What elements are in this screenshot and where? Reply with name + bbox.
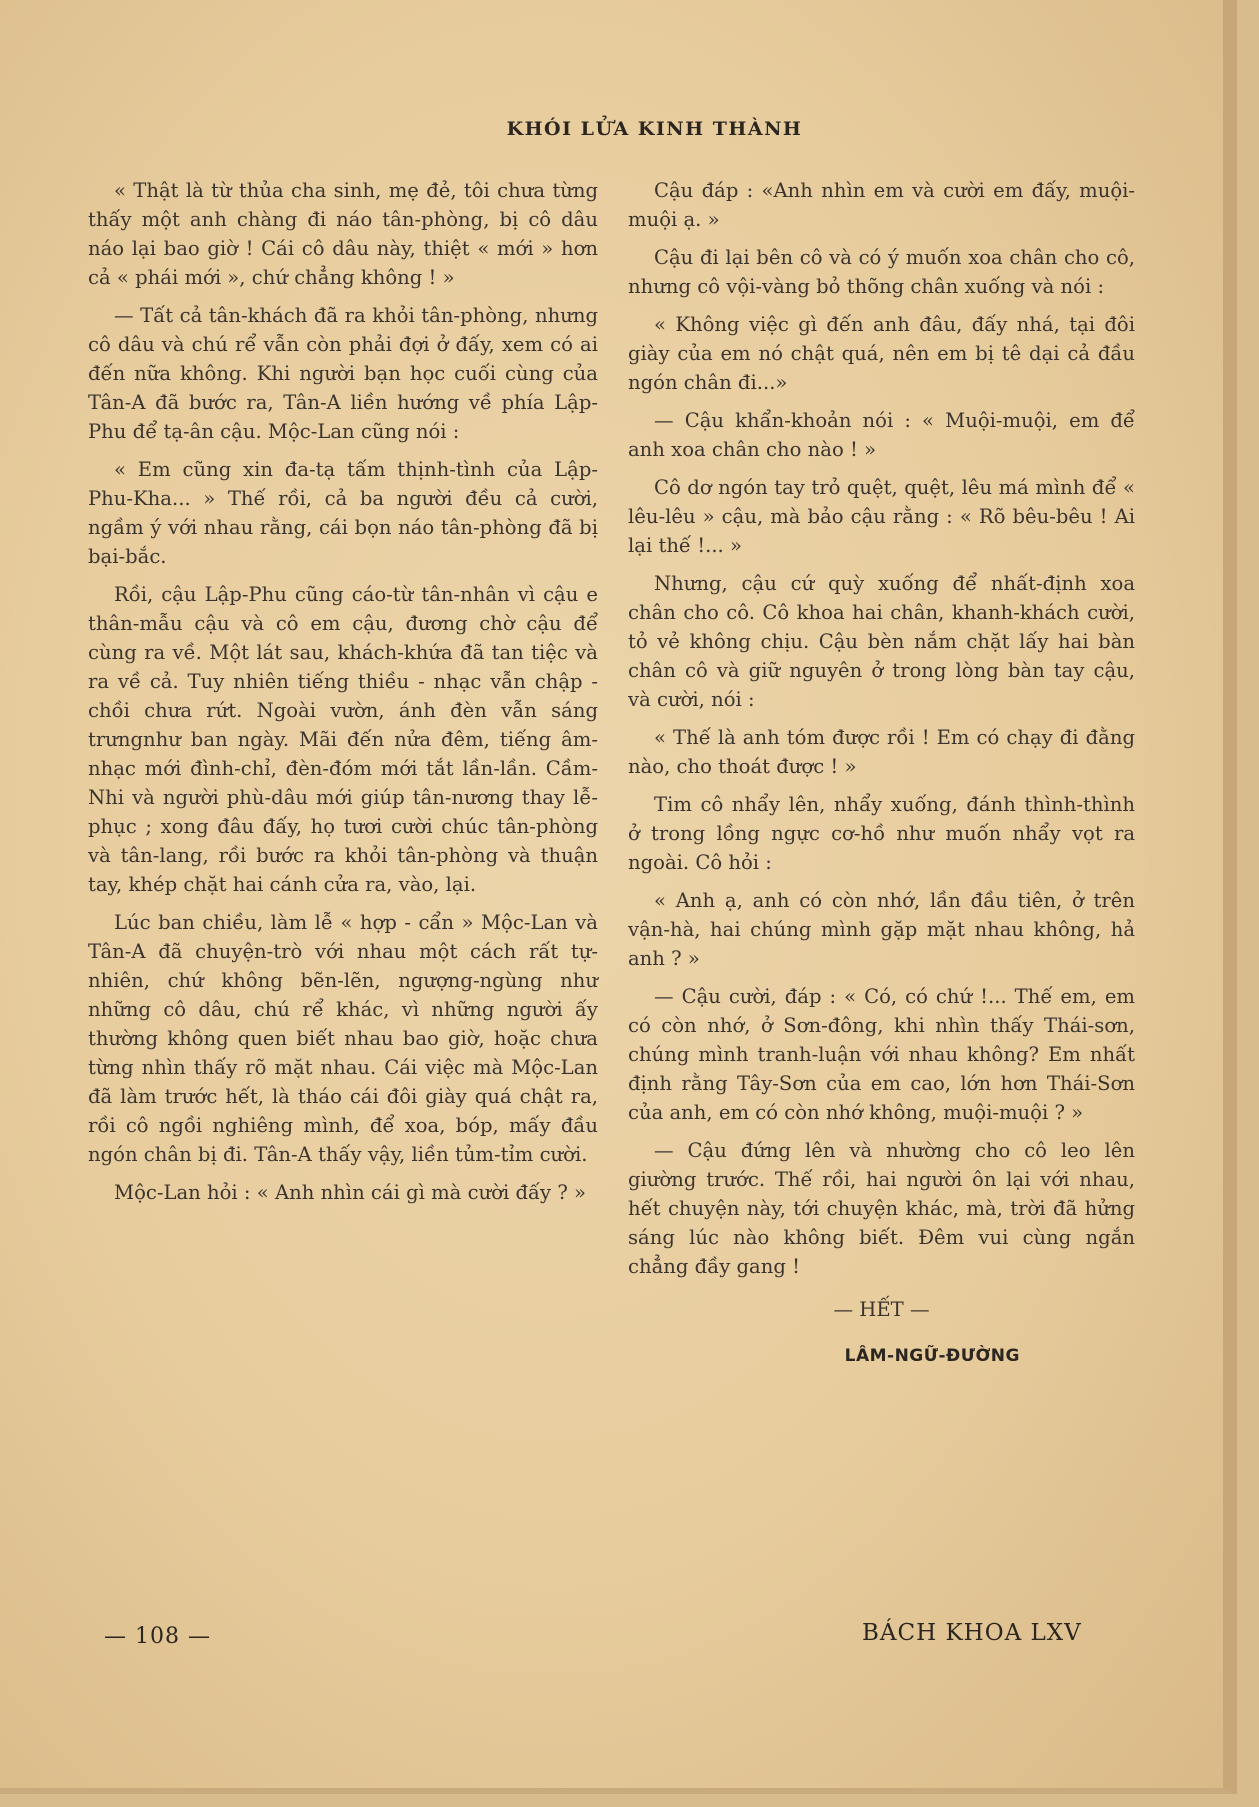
- paragraph: « Thật là từ thủa cha sinh, mẹ đẻ, tôi chưa từng thấy một anh chàng đi náo tân-phòng, bị cô dâu náo lại bao giờ ! Cái cô dâu này, thiệt « mới » hơn cả « phái mới », chứ chẳng không ! »: [88, 179, 598, 289]
- paragraph: Cô dơ ngón tay trỏ quệt, quệt, lêu má mình để « lêu-lêu » cậu, mà bảo cậu rằng : « Rõ bêu-bêu ! Ai lại thế !... »: [628, 476, 1135, 557]
- paragraph: Lúc ban chiều, làm lễ « hợp - cẩn » Mộc-Lan và Tân-A đã chuyện-trò với nhau một cách rất tự-nhiên, chứ không bẽn-lẽn, ngượng-ngùng như những cô dâu, chú rể khác, vì những người ấy thường không quen biết nhau bao giờ, hoặc chưa từng nhìn thấy rõ mặt nhau. Cái việc mà Mộc-Lan đã làm trước hết, là tháo cái đôi giày quá chật ra, rồi cô ngồi nghiêng mình, để xoa, bóp, mấy đầu ngón chân bị đi. Tân-A thấy vậy, liền tủm-tỉm cười.: [88, 911, 598, 1166]
- paragraph: Cậu đi lại bên cô và có ý muốn xoa chân cho cô, nhưng cô vội-vàng bỏ thõng chân xuống và nói :: [628, 246, 1135, 298]
- paragraph: Rồi, cậu Lập-Phu cũng cáo-từ tân-nhân vì cậu e thân-mẫu cậu và cô em cậu, đương chờ cậu để cùng ra về. Một lát sau, khách-khứa đã tan tiệc và ra về cả. Tuy nhiên tiếng thiều - nhạc vẫn chập - chồi chưa rứt. Ngoài vườn, ánh đèn vẫn sáng trưngnhư ban ngày. Mãi đến nửa đêm, tiếng âm-nhạc mới đình-chỉ, đèn-đóm mới tắt lần-lần. Cầm-Nhi và người phù-dâu mới giúp tân-nương thay lễ-phục ; xong đâu đấy, họ tươi cười chúc tân-phòng và tân-lang, rồi bước ra khỏi tân-phòng và thuận tay, khép chặt hai cánh cửa ra, vào, lại.: [88, 583, 598, 896]
- paragraph: — Cậu khẩn-khoản nói : « Muội-muội, em để anh xoa chân cho nào ! »: [628, 409, 1135, 461]
- paragraph: « Không việc gì đến anh đâu, đấy nhá, tại đôi giày của em nó chật quá, nên em bị tê dại cả đầu ngón chân đi...»: [628, 313, 1135, 394]
- paragraph: — Tất cả tân-khách đã ra khỏi tân-phòng, nhưng cô dâu và chú rể vẫn còn phải đợi ở đấy, xem có ai đến nữa không. Khi người bạn học cuối cùng của Tân-A đã bước ra, Tân-A liền hướng về phía Lập-Phu để tạ-ân cậu. Mộc-Lan cũng nói :: [88, 304, 598, 443]
- paragraph: « Thế là anh tóm được rồi ! Em có chạy đi đằng nào, cho thoát được ! »: [628, 726, 1135, 778]
- page-number: — 108 —: [104, 1624, 211, 1649]
- end-mark: — HẾT —: [833, 1298, 930, 1321]
- paragraph: Cậu đáp : «Anh nhìn em và cười em đấy, muội-muội ạ. »: [628, 179, 1135, 231]
- paragraph: Nhưng, cậu cứ quỳ xuống để nhất-định xoa chân cho cô. Cô khoa hai chân, khanh-khách cười, tỏ vẻ không chịu. Cậu bèn nắm chặt lấy hai bàn chân cô và giữ nguyên ở trong lòng bàn tay cậu, và cười, nói :: [628, 572, 1135, 711]
- paragraph: « Em cũng xin đa-tạ tấm thịnh-tình của Lập-Phu-Kha... » Thế rồi, cả ba người đều cả cười, ngầm ý với nhau rằng, cái bọn náo tân-phòng đã bị bại-bắc.: [88, 458, 598, 568]
- paragraph: — Cậu đứng lên và nhường cho cô leo lên giường trước. Thế rồi, hai người ôn lại với nhau, hết chuyện này, tới chuyện khác, mà, trời đã hửng sáng lúc nào không biết. Đêm vui cùng ngắn chẳng đầy gang !: [628, 1139, 1135, 1278]
- running-title: KHÓI LỬA KINH THÀNH: [506, 118, 803, 140]
- right-column: [628, 176, 1135, 1380]
- magazine-issue: BÁCH KHOA LXV: [862, 1620, 1082, 1646]
- paragraph: Mộc-Lan hỏi : « Anh nhìn cái gì mà cười đấy ? »: [114, 1181, 587, 1204]
- left-column: [88, 176, 598, 1216]
- paragraph: Tim cô nhẩy lên, nhẩy xuống, đánh thình-thình ở trong lồng ngực cơ-hồ như muốn nhẩy vọt ra ngoài. Cô hỏi :: [628, 793, 1135, 874]
- author-signature: LÂM-NGỮ-ĐƯỜNG: [844, 1346, 1020, 1366]
- paragraph: — Cậu cười, đáp : « Có, có chứ !... Thế em, em có còn nhớ, ở Sơn-đông, khi nhìn thấy Thái-sơn, chúng mình tranh-luận với nhau không? Em nhất định rằng Tây-Sơn của em cao, lớn hơn Thái-Sơn của anh, em có còn nhớ không, muội-muội ? »: [628, 985, 1135, 1124]
- paragraph: « Anh ạ, anh có còn nhớ, lần đầu tiên, ở trên vận-hà, hai chúng mình gặp mặt nhau không, hả anh ? »: [628, 889, 1135, 970]
